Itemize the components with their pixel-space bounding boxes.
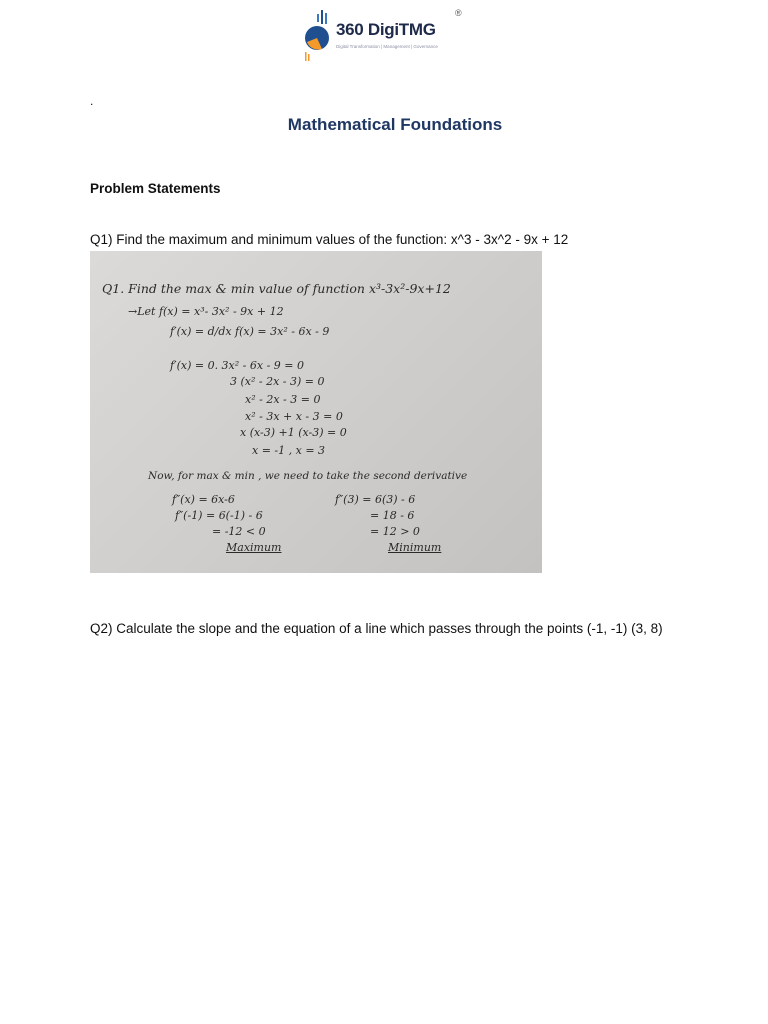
hw-right-3: = 12 > 0	[370, 525, 420, 538]
hw-right-4: Minimum	[388, 541, 442, 554]
hw-line-2: f′(x) = d/dx f(x) = 3x² - 6x - 9	[170, 325, 330, 338]
hw-line-1: →Let f(x) = x³- 3x² - 9x + 12	[128, 305, 284, 318]
registered-mark: ®	[455, 8, 462, 18]
hw-line-6: x² - 3x + x - 3 = 0	[245, 410, 343, 423]
hw-line-4: 3 (x² - 2x - 3) = 0	[230, 375, 325, 388]
handwritten-solution-photo	[90, 251, 542, 573]
logo-icon	[302, 8, 334, 64]
hw-left-1: f″(x) = 6x-6	[172, 493, 235, 506]
hw-left-4: Maximum	[226, 541, 282, 554]
hw-right-1: f″(3) = 6(3) - 6	[335, 493, 416, 506]
company-logo	[302, 8, 472, 64]
hw-line-3: f′(x) = 0. 3x² - 6x - 9 = 0	[170, 359, 304, 372]
hw-right-2: = 18 - 6	[370, 509, 415, 522]
logo-tagline: Digital Transformation | Management | Governance	[336, 44, 438, 49]
hw-line-8: x = -1 , x = 3	[252, 444, 326, 457]
hw-title: Q1. Find the max & min value of function x³-3x²-9x+12	[102, 281, 451, 296]
stray-mark: .	[90, 94, 94, 108]
question-1: Q1) Find the maximum and minimum values of the function: x^3 - 3x^2 - 9x + 12	[90, 232, 569, 247]
page-title: Mathematical Foundations	[287, 115, 503, 134]
hw-line-5: x² - 2x - 3 = 0	[245, 393, 321, 406]
hw-line-7: x (x-3) +1 (x-3) = 0	[240, 426, 347, 439]
section-heading: Problem Statements	[90, 181, 221, 196]
logo-brand: 360 DigiTMG	[336, 20, 436, 39]
hw-left-3: = -12 < 0	[212, 525, 266, 538]
hw-line-9: Now, for max & min , we need to take the second derivative	[148, 470, 468, 482]
hw-left-2: f″(-1) = 6(-1) - 6	[175, 509, 263, 522]
question-2: Q2) Calculate the slope and the equation of a line which passes through the points (-1, -1) (3, 8)	[90, 621, 663, 636]
